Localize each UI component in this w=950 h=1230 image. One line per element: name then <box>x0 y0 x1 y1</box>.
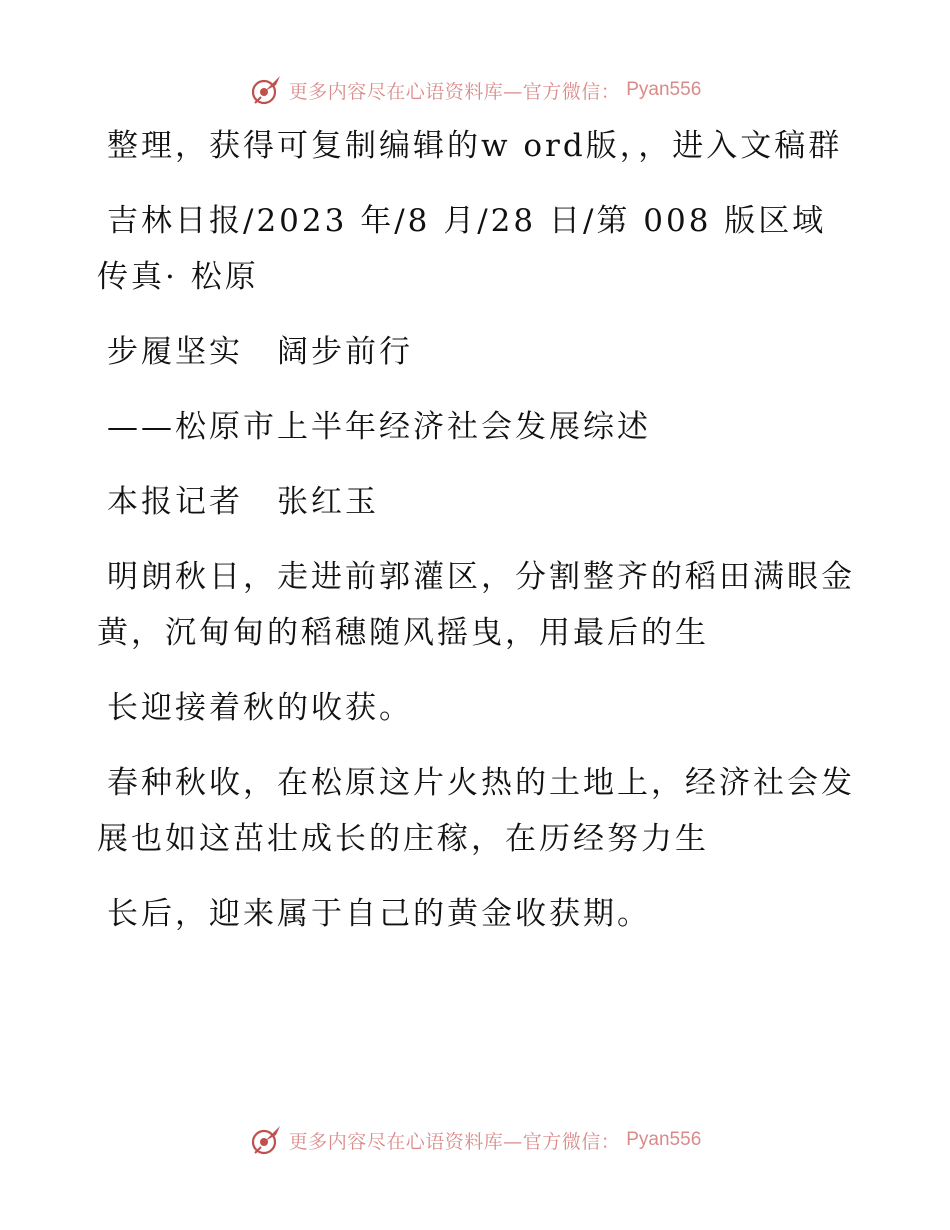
watermark-wechat-id: Pyan556 <box>626 79 702 100</box>
paragraph-body: 春种秋收，在松原这片火热的土地上，经济社会发展也如这茁壮成长的庄稼，在历经努力生 <box>97 765 855 857</box>
paragraph-intro: 整理，获得可复制编辑的w ord版，，进入文稿群 <box>107 128 843 164</box>
quill-logo-icon <box>249 1123 283 1157</box>
paragraph-body: 明朗秋日，走进前郭灌区，分割整齐的稻田满眼金黄，沉甸甸的稻穗随风摇曳，用最后的生 <box>97 559 855 651</box>
watermark-text: 更多内容尽在心语资料库—官方微信： <box>288 1130 621 1153</box>
header-watermark <box>0 70 950 110</box>
watermark-text: 更多内容尽在心语资料库—官方微信： <box>288 80 621 103</box>
article-title: 步履坚实 阔步前行 <box>107 334 413 370</box>
footer-watermark <box>0 1120 950 1160</box>
paragraph-source: 吉林日报/2023 年/8 月/28 日/第 008 版区域传真· 松原 <box>97 203 827 295</box>
document-body <box>97 118 857 961</box>
paragraph-body: 长迎接着秋的收获。 <box>107 690 413 726</box>
watermark-wechat-id: Pyan556 <box>626 1129 702 1150</box>
paragraph-body: 长后，迎来属于自己的黄金收获期。 <box>107 896 651 932</box>
article-byline: 本报记者 张红玉 <box>107 484 379 520</box>
article-subtitle: ——松原市上半年经济社会发展综述 <box>107 409 651 445</box>
quill-logo-icon <box>249 73 283 107</box>
